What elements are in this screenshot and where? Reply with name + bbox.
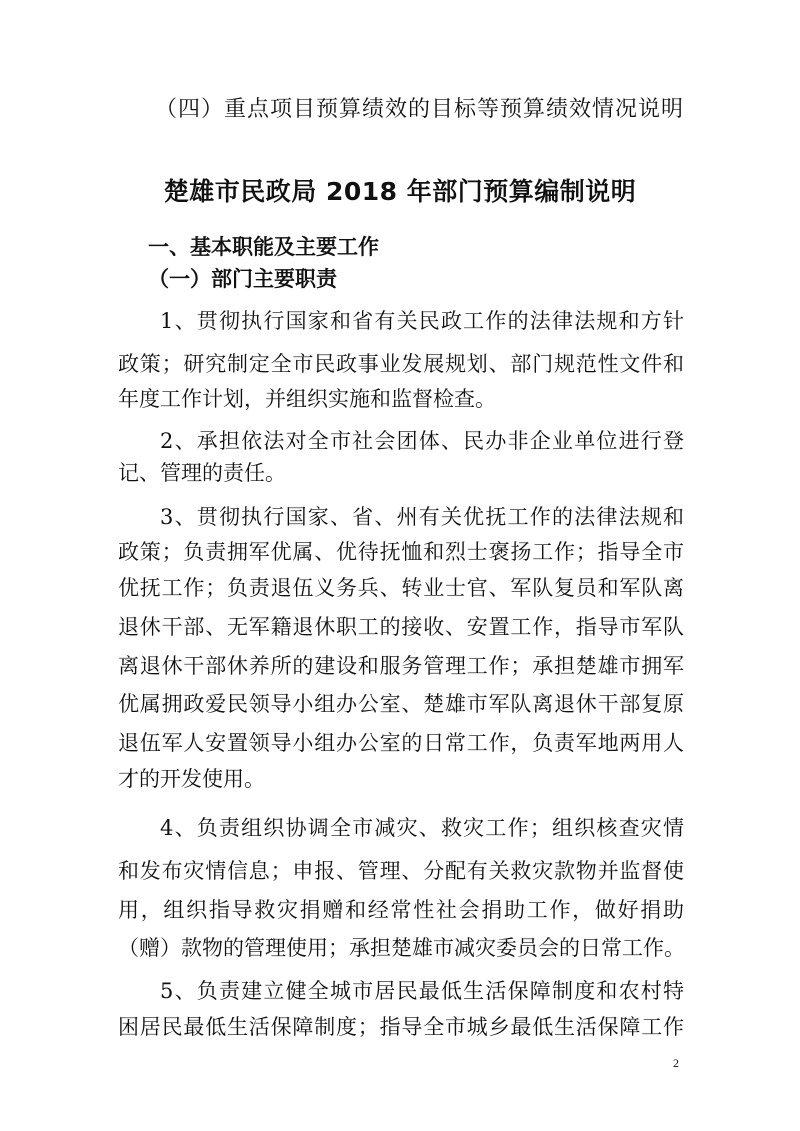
document-title: 楚雄市民政局 2018 年部门预算编制说明 bbox=[163, 177, 637, 206]
paragraph-line: 退伍军人安置领导小组办公室的日常工作，负责军地两用人 bbox=[118, 731, 684, 755]
paragraph-line: 用，组织指导救灾捐赠和经常性社会捐助工作，做好捐助 bbox=[118, 898, 684, 922]
paragraph-line: 政策；研究制定全市民政事业发展规划、部门规范性文件和 bbox=[118, 352, 684, 376]
paragraph-line: 优属拥政爱民领导小组办公室、楚雄市军队离退休干部复原 bbox=[118, 692, 684, 716]
paragraph-line: 离退休干部休养所的建设和服务管理工作；承担楚雄市拥军 bbox=[118, 654, 684, 678]
paragraph-line: 政策；负责拥军优属、优待抚恤和烈士褒扬工作；指导全市 bbox=[118, 540, 684, 564]
paragraph-line: 记、管理的责任。 bbox=[118, 461, 286, 485]
paragraph-line: 2、承担依法对全市社会团体、民办非企业单位进行登 bbox=[160, 429, 684, 453]
paragraph-line: 才的开发使用。 bbox=[118, 767, 265, 791]
paragraph-line: 优抚工作；负责退伍义务兵、转业士官、军队复员和军队离 bbox=[118, 576, 684, 600]
paragraph-line: 3、贯彻执行国家、省、州有关优抚工作的法律法规和 bbox=[160, 505, 684, 529]
paragraph-line: 退休干部、无军籍退休职工的接收、安置工作，指导市军队 bbox=[118, 615, 684, 639]
page-number: 2 bbox=[673, 1056, 679, 1070]
subsection-heading: （一）部门主要职责 bbox=[148, 267, 337, 291]
paragraph-line: 1、贯彻执行国家和省有关民政工作的法律法规和方针 bbox=[160, 309, 684, 333]
paragraph-line: 和发布灾情信息；申报、管理、分配有关救灾款物并监督使 bbox=[118, 859, 684, 883]
section-heading: 一、基本职能及主要工作 bbox=[148, 235, 379, 259]
paragraph-line: 困居民最低生活保障制度；指导全市城乡最低生活保障工作 bbox=[118, 1015, 684, 1039]
paragraph-line: （赠）款物的管理使用；承担楚雄市减灾委员会的日常工作。 bbox=[118, 936, 685, 960]
paragraph-line: 年度工作计划，并组织实施和监督检查。 bbox=[118, 387, 496, 411]
paragraph-line: 5、负责建立健全城市居民最低生活保障制度和农村特 bbox=[160, 979, 684, 1003]
section-note: （四）重点项目预算绩效的目标等预算绩效情况说明 bbox=[155, 97, 685, 122]
paragraph-line: 4、负责组织协调全市减灾、救灾工作；组织核查灾情 bbox=[160, 816, 684, 840]
